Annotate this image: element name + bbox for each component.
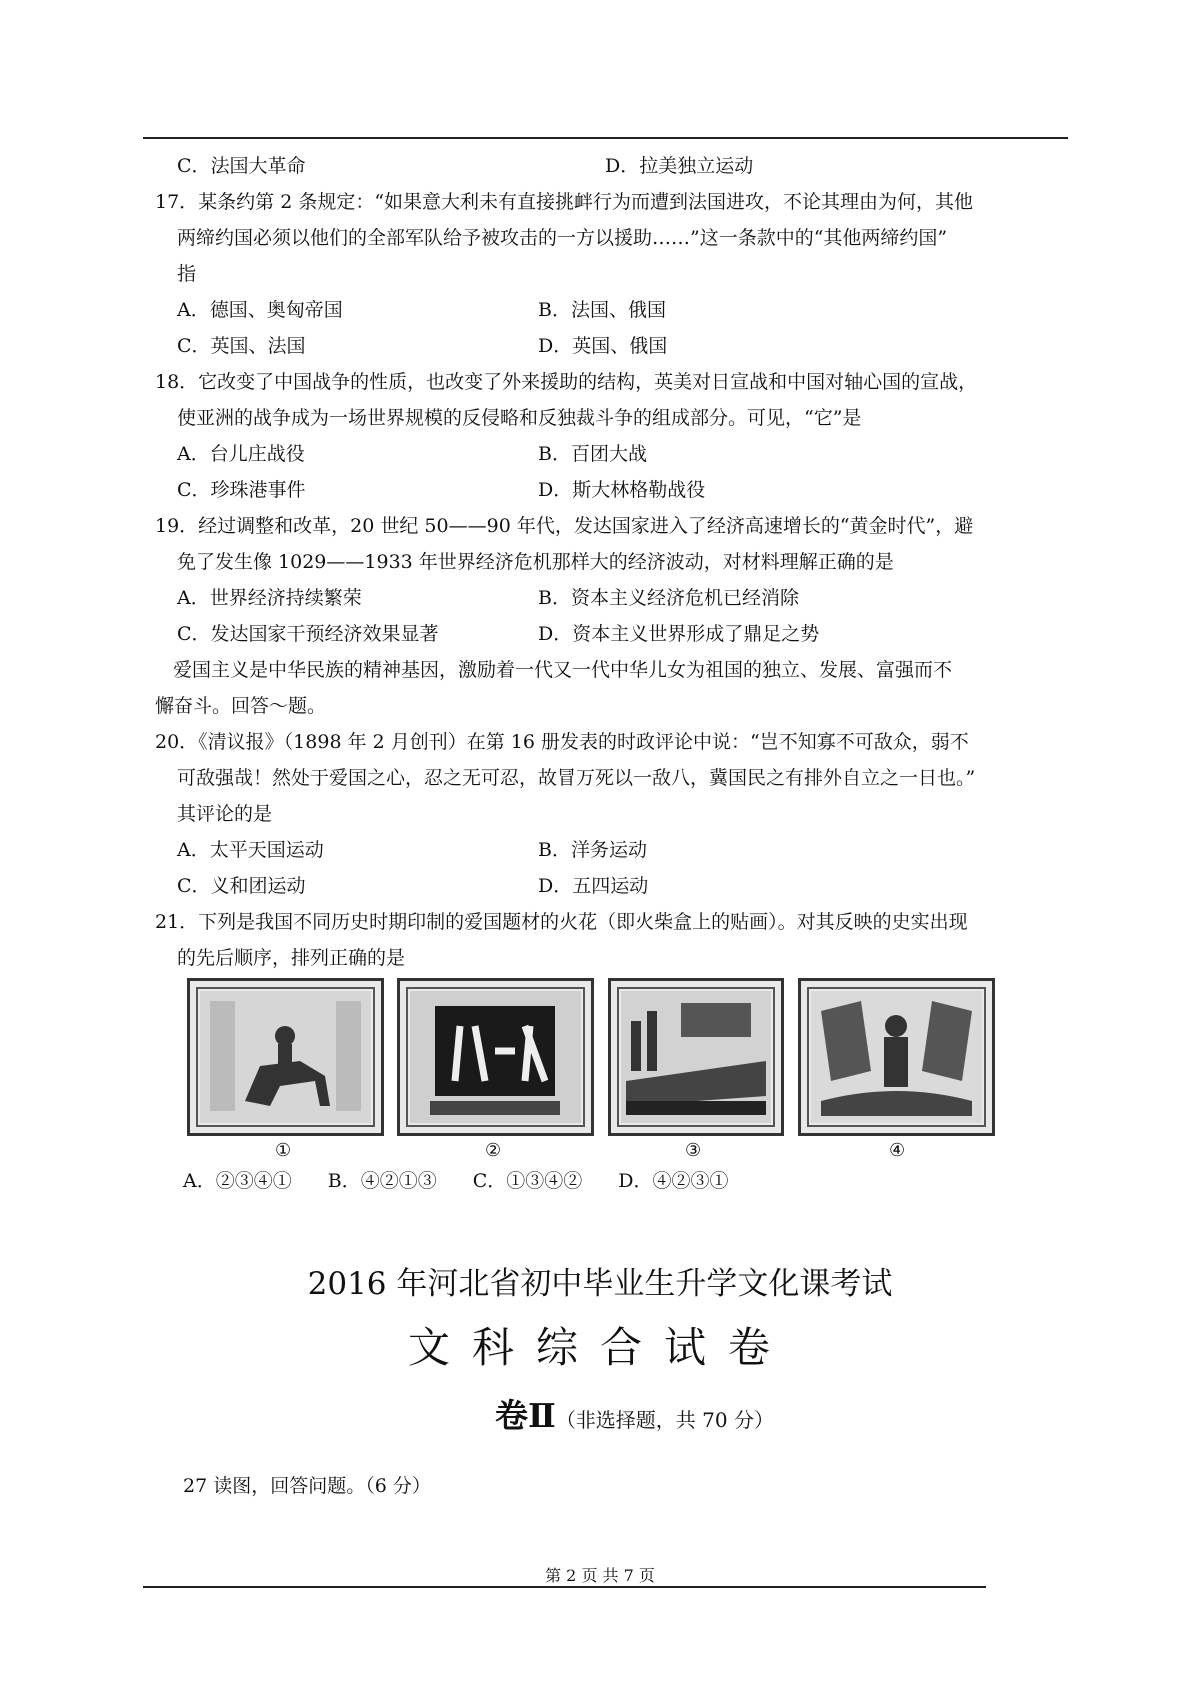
q17-options-cd [155, 328, 1075, 364]
image-label-4: ④ [889, 1140, 906, 1161]
q18-options-cd [155, 472, 1075, 508]
q20-stem-1: 20．《清议报》（1898 年 2 月创刊）在第 16 册发表的时政评论中说：“岂不知寡不可敌众，弱不 [155, 731, 969, 753]
q18-stem-1: 18．它改变了中国战争的性质，也改变了外来援助的结构，英美对日宣战和中国对轴心国的宣战， [155, 371, 978, 393]
q20-stem-2: 可敌强哉！然处于爱国之心，忍之无可忍，故冒万死以一敌八，冀国民之有排外自立之一日也。” [177, 767, 976, 789]
q18-option-c: C．珍珠港事件 [177, 479, 306, 501]
bottom-rule [143, 1586, 986, 1588]
intro-paragraph-2: 懈奋斗。回答～题。 [155, 695, 327, 717]
q27-stem: 27 读图，回答问题。（6 分） [183, 1475, 431, 1497]
q17-stem-1: 17．某条约第 2 条规定：“如果意大利未有直接挑衅行为而遭到法国进攻，不论其理由为何，其他 [155, 191, 974, 213]
q20-option-c: C．义和团运动 [177, 875, 306, 897]
q19-option-c: C．发达国家干预经济效果显著 [177, 623, 439, 645]
question-content [155, 148, 1075, 1199]
exam-part-heading [495, 1390, 774, 1437]
q18-options-ab [155, 436, 1075, 472]
horse-rider-icon [190, 981, 381, 1133]
matchbox-images [187, 978, 1075, 1163]
q21-option-d: D．④②③① [618, 1170, 729, 1192]
q20-option-a: A．太平天国运动 [177, 839, 324, 861]
matchbox-image-1 [187, 978, 384, 1136]
q17-option-d: D．英国、俄国 [538, 335, 668, 357]
exam-part: 卷Ⅱ [495, 1396, 556, 1435]
q19-options-ab [155, 580, 1075, 616]
q16-option-c: C．法国大革命 [177, 155, 306, 177]
q17-options-ab [155, 292, 1075, 328]
image-label-3: ③ [685, 1140, 702, 1161]
image-label-1: ① [275, 1140, 292, 1161]
q19-option-d: D．资本主义世界形成了鼎足之势 [538, 623, 820, 645]
q18-option-b: B．百团大战 [538, 443, 647, 465]
q21-option-b: B．④②①③ [327, 1170, 437, 1192]
q16-option-d: D．拉美独立运动 [605, 155, 754, 177]
factory-development-icon [611, 981, 781, 1133]
q17-option-b: B．法国、俄国 [538, 299, 666, 321]
q20-options-ab [155, 832, 1075, 868]
q17-stem-3: 指 [177, 263, 197, 285]
exam-subtitle: 文科综合试卷 [407, 1323, 792, 1372]
exam-part-note: （非选择题，共 70 分） [555, 1408, 774, 1432]
q19-stem-1: 19．经过调整和改革，20 世纪 50——90 年代，发达国家进入了经济高速增长的“黄金时代”，避 [155, 515, 974, 537]
q20-option-b: B．洋务运动 [538, 839, 647, 861]
q18-option-d: D．斯大林格勒战役 [538, 479, 706, 501]
matchbox-image-4 [798, 978, 995, 1136]
nine-eighteen-poster-icon [400, 981, 591, 1133]
q21-answers [155, 1163, 1075, 1199]
q19-option-a: A．世界经济持续繁荣 [177, 587, 362, 609]
q19-options-cd [155, 616, 1075, 652]
q21-stem-1: 21．下列是我国不同历史时期印制的爱国题材的火花（即火柴盒上的贴画）。对其反映的史实出现 [155, 911, 968, 933]
matchbox-image-2 [397, 978, 594, 1136]
q19-option-b: B．资本主义经济危机已经消除 [538, 587, 799, 609]
flag-figure-icon [801, 981, 992, 1133]
q17-option-a: A．德国、奥匈帝国 [177, 299, 343, 321]
q20-stem-3: 其评论的是 [177, 803, 273, 825]
q21-stem-2: 的先后顺序，排列正确的是 [177, 947, 406, 969]
page-footer: 第 2 页 共 7 页 [545, 1566, 655, 1585]
matchbox-image-3 [608, 978, 784, 1136]
q17-option-c: C．英国、法国 [177, 335, 306, 357]
q20-options-cd [155, 868, 1075, 904]
exam-title: 2016 年河北省初中毕业生升学文化课考试 [307, 1266, 893, 1302]
q21-option-c: C．①③④② [472, 1170, 583, 1192]
image-label-2: ② [485, 1140, 502, 1161]
q20-option-d: D．五四运动 [538, 875, 649, 897]
q18-option-a: A．台儿庄战役 [177, 443, 305, 465]
q21-option-a: A．②③④① [183, 1170, 292, 1192]
q16-options [155, 148, 1075, 184]
q19-stem-2: 免了发生像 1029——1933 年世界经济危机那样大的经济波动，对材料理解正确的是 [177, 551, 894, 573]
q17-stem-2: 两缔约国必须以他们的全部军队给予被攻击的一方以援助……”这一条款中的“其他两缔约国” [177, 227, 948, 249]
q18-stem-2: 使亚洲的战争成为一场世界规模的反侵略和反独裁斗争的组成部分。可见，“它”是 [177, 407, 862, 429]
top-rule [143, 137, 1068, 139]
intro-paragraph-1: 爱国主义是中华民族的精神基因，激励着一代又一代中华儿女为祖国的独立、发展、富强而不 [173, 659, 953, 681]
